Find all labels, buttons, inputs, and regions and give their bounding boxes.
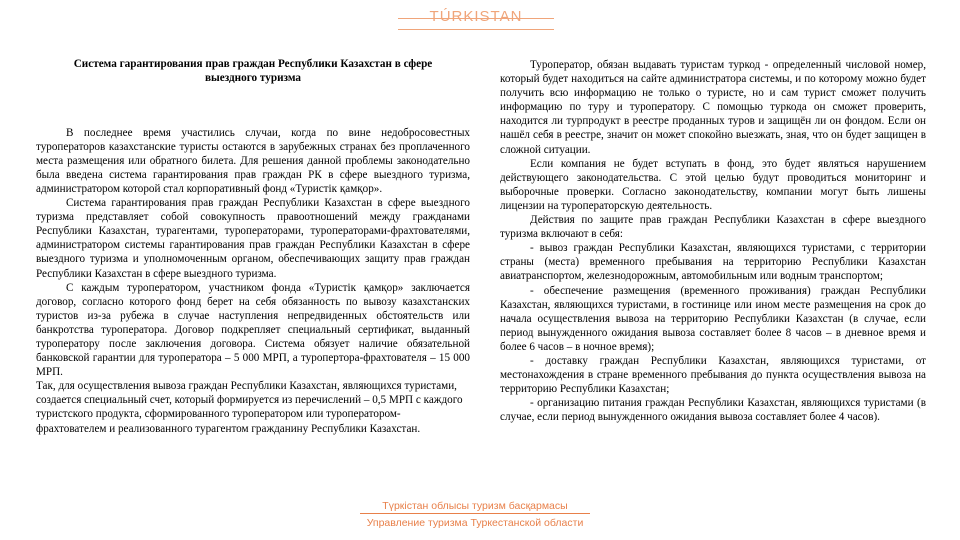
footer-russian: Управление туризма Туркестанской области [366,517,584,529]
document-title: Система гарантирования прав граждан Республики Казахстан в сфере выездного туризма [73,58,433,84]
brand-bottom-line [398,29,554,30]
right-column [500,58,926,424]
paragraph: Действия по защите прав граждан Республики Казахстан в сфере выездного туризма включают в себя: [500,214,926,241]
paragraph: В последнее время участились случаи, когда по вине недобросовестных туроператоров казахстанские туристы остаются в зарубежных странах без проплаченного места размещения или обратного билета. Для решения данной проблемы законодательно была введена система гарантирования прав граждан РК в сфере выездного туризма, администратором которой стал корпоративный фонд «Туристік қамқор». [36,126,470,195]
list-item: - организацию питания граждан Республики Казахстан, являющихся туристами (в случае, если период вынужденного ожидания вывоза составляет более 4 часов). [500,397,926,424]
paragraph: Система гарантирования прав граждан Республики Казахстан в сфере выездного туризма представляет собой совокупность правоотношений между гражданами Республики Казахстан, турагентами, туроператорами, туроператорами-фрахтователями, администратором системы гарантирования прав граждан Республики Казахстан в сфере выездного туризма и уполномоченным органом, обеспечивающих защиту прав граждан Республики Казахстан в сфере выездного туризма. [36,197,470,280]
list-item: - доставку граждан Республики Казахстан, являющихся туристами, от местонахождения в стране временного пребывания до пункта осуществления вывоза на территорию Республики Казахстан; [500,354,926,396]
paragraph: Если компания не будет вступать в фонд, это будет являться нарушением действующего законодательства. С этой целью будут проводиться мониторинг и выборочные проверки. Согласно законодательству, компании могут быть лишены лицензии на туроператорскую деятельность. [500,157,926,212]
footer-kazakh: Түркістан облысы туризм басқармасы [382,500,568,512]
left-column [36,58,470,436]
paragraph: Туроператор, обязан выдавать туристам туркод - определенный числовой номер, который будет находиться на сайте администратора системы, и по которому можно будет получить всю информацию не только о туристе, но и сам турист сможет получить информацию по туру и туроператору. С помощью туркода он сможет проверить, находится ли турпродукт в реестре проданных туров и защищён ли он фондом. Если он нашёл себя в реестре, значит он может спокойно выезжать, зная, что он будет защищен в сложной ситуации. [500,59,926,156]
paragraph: С каждым туроператором, участником фонда «Туристік қамқор» заключается договор, согласно которого фонд берет на себя обязанность по вывозу казахстанских туристов из-за рубежа в случае наступления непредвиденных обстоятельств или банкротства туроператора. Договор подкрепляет специальный сертификат, выданный туроператору после заключения договора. Система обязует наличие обязательной банковской гарантии для туроператора – 5 000 МРП, а туропертора-фрахтователя – 15 000 МРП. [36,281,470,379]
brand-logo: TÚRKISTAN [429,8,523,25]
paragraph: Так, для осуществления вывоза граждан Республики Казахстан, являющихся туристами, создается специальный счет, который формируется из перечислений – 0,5 МРП с каждого туристского продукта, сформированного туроператором или туроператором-фрахтователем и реализованного турагентом гражданину Республики Казахстан. [36,380,463,435]
list-item: - вывоз граждан Республики Казахстан, являющихся туристами, с территории страны (места) временного пребывания на территорию Республики Казахстан авиатранспортом, железнодорожным, автомобильным или водным транспортом; [500,242,926,283]
list-item: - обеспечение размещения (временного проживания) граждан Республики Казахстан, являющихся туристами, в гостинице или ином месте размещения на срок до начала осуществления вывоза на территорию Республики Казахстан (в случае, если период вынужденного ожидания вывоза составляет более 8 часов – в дневное время и более 6 часов – в ночное время); [500,284,926,353]
footer-divider [360,513,590,514]
